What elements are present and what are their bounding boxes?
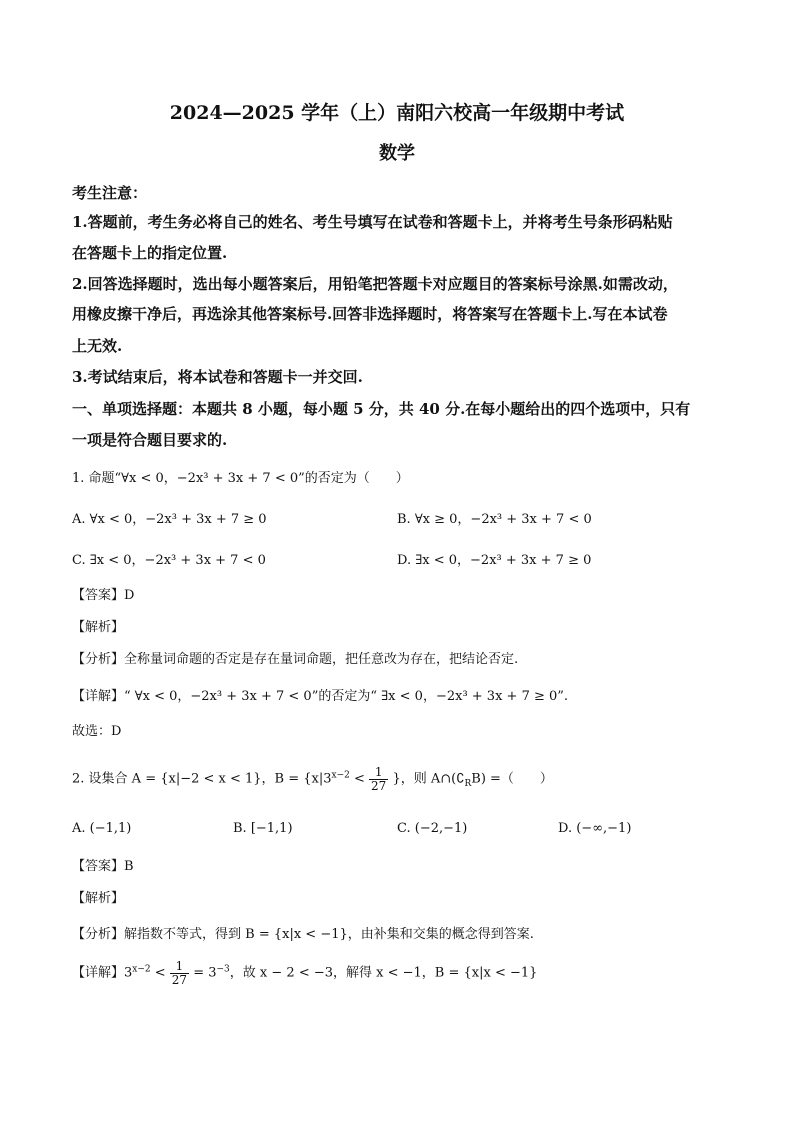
q1-fenxi: 【分析】全称量词命题的否定是存在量词命题，把任意改为存在，把结论否定. [72,652,519,667]
q2-xiangjie [72,960,537,986]
q1-stem: 1. 命题“∀x < 0，−2x³ + 3x + 7 < 0”的否定为（ ） [72,471,409,486]
q2-xj-fraction [170,960,189,986]
q2-option-d: D. (−∞,−1) [558,821,632,836]
q2-xj-end: ，故 x − 2 < −3，解得 x < −1，B = {x|x < −1} [229,965,538,981]
q2-xj-num: 1 [170,960,189,974]
q2-stem-end: B) =（ ） [471,771,553,787]
q1-answer: 【答案】D [72,588,135,603]
notice-line-2b: 用橡皮擦干净后，再选涂其他答案标号.回答非选择题时，将答案写在答题卡上.写在本试卷 [72,305,668,323]
q1-analysis-label: 【解析】 [72,620,125,635]
section-heading-b: 一项是符合题目要求的. [72,431,228,449]
q1-option-a: A. ∀x < 0，−2x³ + 3x + 7 ≥ 0 [72,512,267,527]
q2-stem [72,766,553,792]
notice-line-2c: 上无效. [72,337,123,355]
q2-analysis-label: 【解析】 [72,891,125,906]
q1-option-c: C. ∃x < 0，−2x³ + 3x + 7 < 0 [72,553,266,568]
q2-xj-post: = 3 [193,965,217,981]
q2-stem-lt: < [349,771,365,787]
subject-title: 数学 [379,143,415,164]
q2-xj-lt: < [150,965,166,981]
q2-xj-pre: 【详解】3 [72,965,133,981]
q2-xj-exp: x−2 [132,964,151,975]
q2-option-c: C. (−2,−1) [397,821,468,836]
q2-frac-den: 27 [371,778,387,793]
exam-title: 2024—2025 学年（上）南阳六校高一年级期中考试 [169,102,625,124]
section-heading-a: 一、单项选择题：本题共 8 小题，每小题 5 分，共 40 分.在每小题给出的四个选项中，只有 [72,400,691,418]
notice-line-2a: 2.回答选择题时，选出每小题答案后，用铅笔把答题卡对应题目的答案标号涂黑.如需改动， [72,275,678,293]
q1-choice: 故选：D [72,724,122,739]
q2-stem-post: }，则 A∩(∁ [392,771,465,787]
notice-line-1a: 1.答题前，考生务必将自己的姓名、考生号填写在试卷和答题卡上，并将考生号条形码粘贴 [72,213,673,231]
q2-xj-den: 27 [171,972,188,987]
q1-xiangjie: 【详解】“ ∀x < 0，−2x³ + 3x + 7 < 0”的否定为“ ∃x < 0，−2x³ + 3x + 7 ≥ 0”. [72,689,569,704]
notice-line-3: 3.考试结束后，将本试卷和答题卡一并交回. [72,368,363,386]
q2-stem-exp: x−2 [331,770,350,781]
q2-xj-exp2: −3 [216,964,230,975]
q2-stem-sub: R [464,779,472,790]
q2-frac-num: 1 [369,766,388,780]
q2-answer: 【答案】B [72,859,134,874]
q1-option-b: B. ∀x ≥ 0，−2x³ + 3x + 7 < 0 [397,512,592,527]
q2-option-a: A. (−1,1) [72,821,132,836]
q2-option-b: B. [−1,1) [233,821,293,836]
q2-stem-fraction [369,766,388,792]
q2-fenxi: 【分析】解指数不等式，得到 B = {x|x < −1}，由补集和交集的概念得到答案. [72,927,534,942]
q1-option-d: D. ∃x < 0，−2x³ + 3x + 7 ≥ 0 [397,553,592,568]
q2-stem-pre: 2. 设集合 A = {x|−2 < x < 1}，B = {x|3 [72,771,332,787]
notice-line-1b: 在答题卡上的指定位置. [72,244,228,262]
notice-heading: 考生注意： [72,184,148,202]
